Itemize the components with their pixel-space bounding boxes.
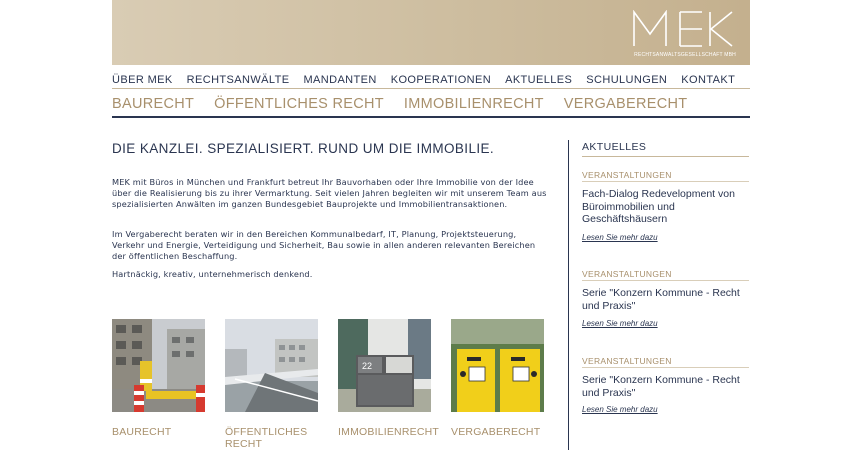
nav-schulungen[interactable]: SCHULUNGEN bbox=[586, 74, 668, 86]
nav-divider bbox=[112, 88, 750, 89]
nav-rechtsanwaelte[interactable]: RECHTSANWÄLTE bbox=[186, 74, 290, 86]
sidebar-title: AKTUELLES bbox=[582, 141, 647, 153]
cat-immobilienrecht[interactable]: IMMOBILIENRECHT bbox=[403, 96, 544, 112]
nav-mandanten[interactable]: MANDANTEN bbox=[303, 74, 377, 86]
event-category: VERANSTALTUNGEN bbox=[582, 170, 672, 180]
mek-logo-mark bbox=[632, 10, 736, 48]
oeffentliches-recht-image[interactable] bbox=[225, 319, 318, 412]
event-rule bbox=[582, 280, 749, 281]
category-nav bbox=[112, 94, 750, 114]
event-read-more-link[interactable]: Lesen Sie mehr dazu bbox=[582, 405, 658, 414]
immobilienrecht-image[interactable] bbox=[338, 319, 431, 412]
nav-aktuelles[interactable]: AKTUELLES bbox=[505, 74, 573, 86]
vergaberecht-tile-label[interactable]: VERGABERECHT bbox=[451, 426, 541, 438]
baurecht-tile-label[interactable]: BAURECHT bbox=[112, 426, 172, 438]
nav-kontakt[interactable]: KONTAKT bbox=[681, 74, 736, 86]
oeffentliches-recht-tile-label[interactable]: ÖFFENTLICHES RECHT bbox=[225, 426, 308, 450]
vergaberecht-image[interactable] bbox=[451, 319, 544, 412]
nav-kooperationen[interactable]: KOOPERATIONEN bbox=[390, 74, 492, 86]
cat-oeffentliches-recht[interactable]: ÖFFENTLICHES RECHT bbox=[214, 96, 384, 112]
motto-paragraph: Hartnäckig, kreativ, unternehmerisch denkend. bbox=[112, 269, 313, 279]
event-title[interactable]: Fach-Dialog Redevelopment von Büroimmobilien und Geschäftshäusern bbox=[582, 188, 735, 225]
category-divider bbox=[112, 116, 750, 118]
baurecht-image[interactable] bbox=[112, 319, 205, 412]
event-rule bbox=[582, 181, 749, 182]
cat-baurecht[interactable]: BAURECHT bbox=[112, 96, 195, 112]
immobilienrecht-tile-label[interactable]: IMMOBILIENRECHT bbox=[338, 426, 440, 438]
event-read-more-link[interactable]: Lesen Sie mehr dazu bbox=[582, 319, 658, 328]
event-category: VERANSTALTUNGEN bbox=[582, 269, 672, 279]
page-headline: DIE KANZLEI. SPEZIALISIERT. RUND UM DIE IMMOBILIE. bbox=[112, 141, 495, 156]
event-title[interactable]: Serie "Konzern Kommune - Recht und Praxis" bbox=[582, 374, 740, 399]
vergaberecht-paragraph: Im Vergaberecht beraten wir in den Bereichen Kommunalbedarf, IT, Planung, Projektsteuerung, Verkehr und Energie, Verteidigung und Sicherheit, Bau sowie in allen anderen relevanten Bereichen der öffentlichen Beschaffung. bbox=[112, 229, 536, 261]
event-rule bbox=[582, 367, 749, 368]
sidebar-divider bbox=[568, 140, 569, 450]
event-title[interactable]: Serie "Konzern Kommune - Recht und Praxis" bbox=[582, 287, 740, 312]
header-banner bbox=[112, 0, 750, 65]
mek-logo[interactable] bbox=[632, 10, 736, 58]
cat-vergaberecht[interactable]: VERGABERECHT bbox=[563, 96, 688, 112]
nav-ueber-mek[interactable]: ÜBER MEK bbox=[112, 74, 173, 86]
main-nav bbox=[112, 72, 750, 88]
intro-paragraph: MEK mit Büros in München und Frankfurt betreut Ihr Bauvorhaben oder Ihre Immobilie von der Idee über die Realisierung bis zu ihrer Vermarktung. Seit vielen Jahren begleiten wir mit unserem Team aus spezialisierten Anwälten im ganzen Bundesgebiet Bauprojekte und Immobilientransaktionen. bbox=[112, 177, 547, 209]
svg-text:22: 22 bbox=[362, 361, 373, 371]
event-category: VERANSTALTUNGEN bbox=[582, 356, 672, 366]
sidebar-title-rule bbox=[582, 156, 749, 157]
logo-tagline: RECHTSANWALTSGESELLSCHAFT MBH bbox=[634, 52, 736, 58]
event-read-more-link[interactable]: Lesen Sie mehr dazu bbox=[582, 233, 658, 242]
